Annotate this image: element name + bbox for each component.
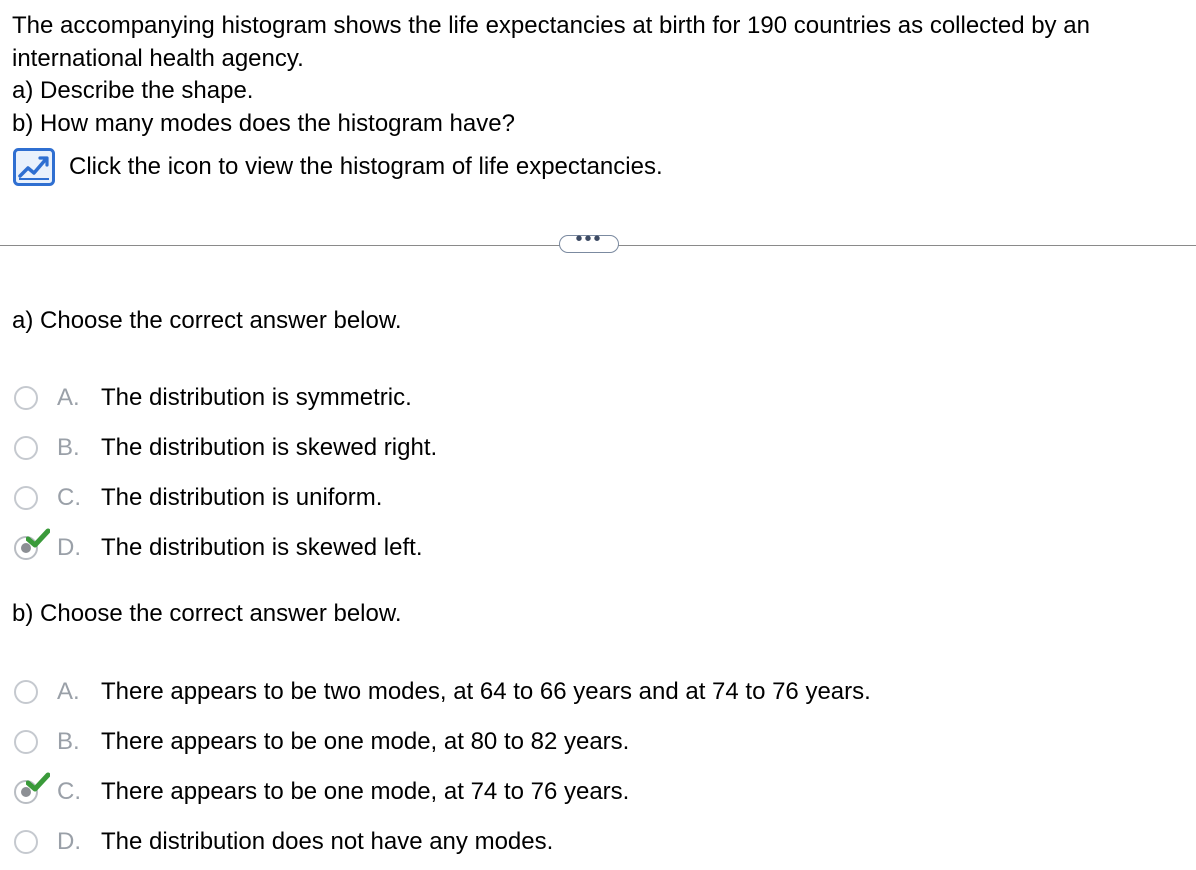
checkmark-icon — [26, 528, 50, 550]
question-line-2: a) Describe the shape. — [12, 77, 254, 104]
part-a-option-c[interactable] — [14, 480, 383, 516]
radio-button-selected[interactable] — [14, 536, 38, 560]
option-text: The distribution is uniform. — [101, 484, 383, 511]
part-b-option-a[interactable] — [14, 674, 871, 710]
option-letter: C. — [57, 778, 81, 805]
part-b-option-c[interactable] — [14, 774, 630, 810]
question-text — [12, 10, 1188, 140]
line-chart-icon[interactable] — [13, 148, 55, 186]
checkmark-icon — [26, 772, 50, 794]
option-letter: A. — [57, 678, 80, 705]
option-letter: D. — [57, 828, 81, 855]
option-letter: B. — [57, 434, 80, 461]
option-letter: B. — [57, 728, 80, 755]
option-text: The distribution is skewed left. — [101, 534, 423, 561]
part-b-option-b[interactable] — [14, 724, 630, 760]
part-a-option-d[interactable] — [14, 530, 423, 566]
histogram-link[interactable] — [13, 145, 663, 189]
option-text: The distribution is skewed right. — [101, 434, 438, 461]
option-text: The distribution is symmetric. — [101, 384, 412, 411]
radio-button[interactable] — [14, 386, 38, 410]
option-letter: C. — [57, 484, 81, 511]
part-a-option-b[interactable] — [14, 430, 438, 466]
part-a-option-a[interactable] — [14, 380, 412, 416]
radio-button[interactable] — [14, 830, 38, 854]
option-text: The distribution does not have any modes. — [101, 828, 554, 855]
radio-button[interactable] — [14, 680, 38, 704]
more-button[interactable]: ••• — [559, 235, 619, 253]
radio-button[interactable] — [14, 486, 38, 510]
question-line-3: b) How many modes does the histogram have? — [12, 109, 515, 137]
option-text: There appears to be two modes, at 64 to 66 years and at 74 to 76 years. — [101, 678, 871, 705]
option-text: There appears to be one mode, at 80 to 82 years. — [101, 728, 630, 755]
option-letter: D. — [57, 534, 81, 561]
part-b-option-d[interactable] — [14, 824, 554, 860]
radio-button[interactable] — [14, 436, 38, 460]
option-text: There appears to be one mode, at 74 to 76 years. — [101, 778, 630, 805]
radio-button-selected[interactable] — [14, 780, 38, 804]
histogram-link-text[interactable]: Click the icon to view the histogram of life expectancies. — [69, 153, 663, 180]
part-a-prompt: a) Choose the correct answer below. — [12, 307, 402, 334]
radio-button[interactable] — [14, 730, 38, 754]
option-letter: A. — [57, 384, 80, 411]
question-line-1: The accompanying histogram shows the life expectancies at birth for 190 countries as collected by an international health agency. — [12, 12, 1090, 72]
part-b-prompt: b) Choose the correct answer below. — [12, 600, 402, 627]
